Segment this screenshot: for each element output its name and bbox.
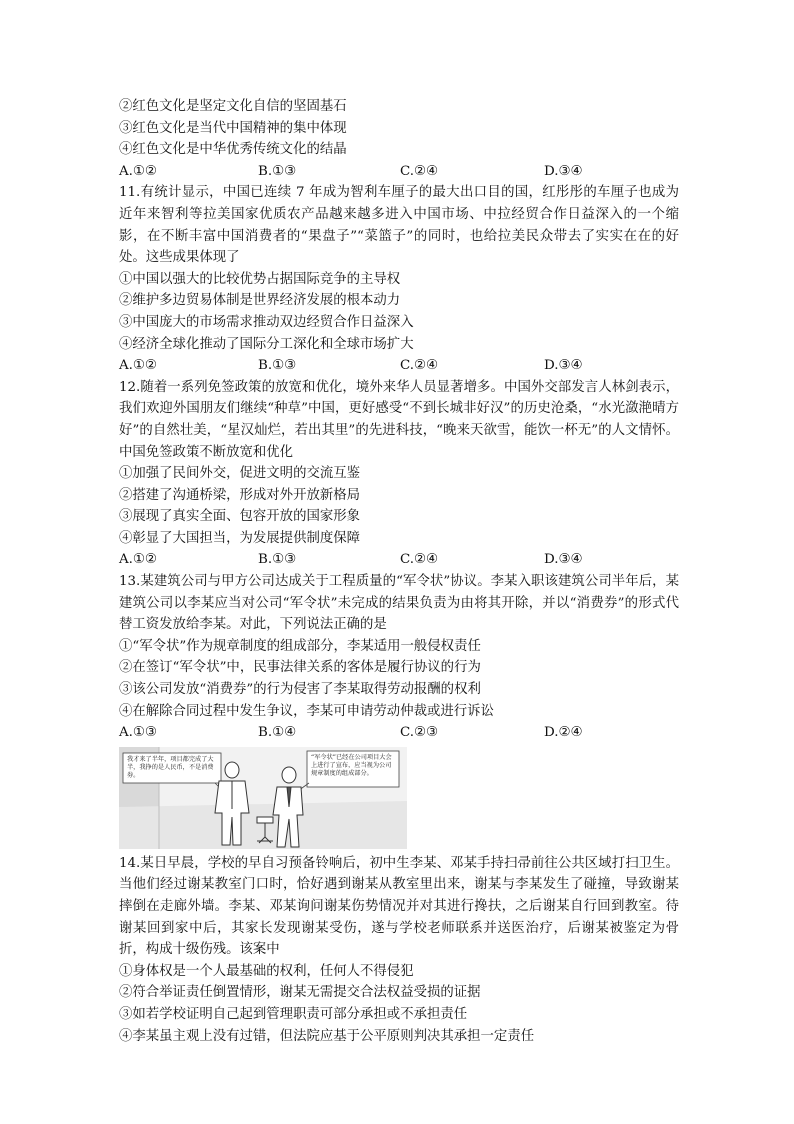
q11-options — [119, 355, 679, 377]
q11-option-d[interactable]: D.③④ — [544, 358, 583, 374]
q13-item-1: ①“军令状”作为规章制度的组成部分，李某适用一般侵权责任 — [119, 638, 481, 654]
q10-item-2: ②红色文化是坚定文化自信的坚固基石 — [119, 99, 347, 114]
q13-item-2: ②在签订“军令状”中，民事法律关系的客体是履行协议的行为 — [119, 660, 481, 676]
exam-page — [119, 96, 679, 1047]
q10-options — [119, 161, 679, 183]
q10-item-4: ④红色文化是中华优秀传统文化的结晶 — [119, 142, 347, 158]
q13-stem: 13.某建筑公司与甲方公司达成关于工程质量的“军令状”协议。李某入职该建筑公司半年后，某建筑公司以李某应当对公司“军令状”未完成的结果负责为由将其开除，并以“消费券”的形式代替工资发放给李某。对此，下列说法正确的是 — [119, 574, 679, 633]
speech-bubble-left: 我才来了半年，项目都完成了大半，我挣的是人民币，不是消费券。 — [127, 755, 214, 779]
q13-option-d[interactable]: D.②④ — [544, 725, 583, 741]
q12-item-3: ③展现了真实全面、包容开放的国家形象 — [119, 509, 361, 525]
q12-options — [119, 549, 679, 571]
speech-bubble-right: “军令状”已经在公司项目大会上进行了宣布，应当视为公司规章制度的组成部分。 — [311, 753, 392, 777]
q13-option-c[interactable]: C.②③ — [400, 725, 439, 741]
q11-item-1: ①中国以强大的比较优势占据国际竞争的主导权 — [119, 271, 401, 287]
q10-item-3: ③红色文化是当代中国精神的集中体现 — [119, 120, 347, 136]
q12-option-d[interactable]: D.③④ — [544, 552, 583, 568]
q12-item-1: ①加强了民间外交，促进文明的交流互鉴 — [119, 466, 361, 482]
q11-stem: 11.有统计显示，中国已连续 7 年成为智利车厘子的最大出口目的国，红彤彤的车厘子也成为近年来智利等拉美国家优质农产品越来越多进入中国市场、中拉经贸合作日益深入的一个缩影，在不断丰富中国消费者的“果盘子”“菜篮子”的同时，也给拉美民众带去了实实在在的好处。这些成果体现了 — [119, 185, 679, 266]
q12-item-2: ②搭建了沟通桥梁，形成对外开放新格局 — [119, 487, 361, 503]
q13-item-3: ③该公司发放“消费券”的行为侵害了李某取得劳动报酬的权利 — [119, 682, 481, 698]
q13-item-4: ④在解除合同过程中发生争议，李某可申请劳动仲裁或进行诉讼 — [119, 703, 494, 719]
q12-option-b[interactable]: B.①③ — [258, 552, 297, 568]
q14-stem: 14.某日早晨，学校的早自习预备铃响后，初中生李某、邓某手持扫帚前往公共区域打扫卫生。当他们经过谢某教室门口时，恰好遇到谢某从教室里出来，谢某与李某发生了碰撞，导致谢某摔倒在走廊外墙。李某、邓某询问谢某伤势情况并对其进行搀扶，之后谢某自行回到教室。待谢某回到家中后，其家长发现谢某受伤，遂与学校老师联系并送医治疗，后谢某被鉴定为骨折，构成十级伤残。该案中 — [119, 855, 679, 958]
q13-option-b[interactable]: B.①④ — [258, 725, 297, 741]
q10-option-a[interactable]: A.①② — [119, 163, 157, 179]
q11-option-c[interactable]: C.②④ — [400, 358, 439, 374]
q11-option-b[interactable]: B.①③ — [258, 358, 297, 374]
q11-item-4: ④经济全球化推动了国际分工深化和全球市场扩大 — [119, 336, 414, 352]
q11-option-a[interactable]: A.①② — [119, 358, 157, 374]
q12-option-c[interactable]: C.②④ — [400, 552, 439, 568]
q13-option-a[interactable]: A.①③ — [119, 725, 157, 741]
q14-item-4: ④李某虽主观上没有过错，但法院应基于公平原则判决其承担一定责任 — [119, 1028, 535, 1044]
q11-item-3: ③中国庞大的市场需求推动双边经贸合作日益深入 — [119, 314, 414, 330]
q11-item-2: ②维护多边贸易体制是世界经济发展的根本动力 — [119, 293, 401, 309]
q10-option-d[interactable]: D.③④ — [544, 163, 583, 179]
q14-item-2: ②符合举证责任倒置情形，谢某无需提交合法权益受损的证据 — [119, 985, 481, 1001]
q13-options — [119, 722, 679, 744]
q14-item-1: ①身体权是一个人最基础的权利，任何人不得侵犯 — [119, 963, 414, 979]
q12-stem: 12.随着一系列免签政策的放宽和优化，境外来华人员显著增多。中国外交部发言人林剑表示，我们欢迎外国朋友们继续“种草”中国，更好感受“不到长城非好汉”的历史沧桑，“水光潋滟晴方好”的自然壮美，“星汉灿烂，若出其里”的先进科技，“晚来天欲雪，能饮一杯无”的人文情怀。中国免签政策不断放宽和优化 — [119, 379, 679, 460]
q10-option-c[interactable]: C.②④ — [400, 163, 439, 179]
q12-item-4: ④彰显了大国担当，为发展提供制度保障 — [119, 530, 361, 546]
q14-item-3: ③如若学校证明自己起到管理职责可部分承担或不承担责任 — [119, 1006, 468, 1022]
cartoon-illustration — [119, 747, 407, 849]
q12-option-a[interactable]: A.①② — [119, 552, 157, 568]
q10-option-b[interactable]: B.①③ — [258, 163, 297, 179]
